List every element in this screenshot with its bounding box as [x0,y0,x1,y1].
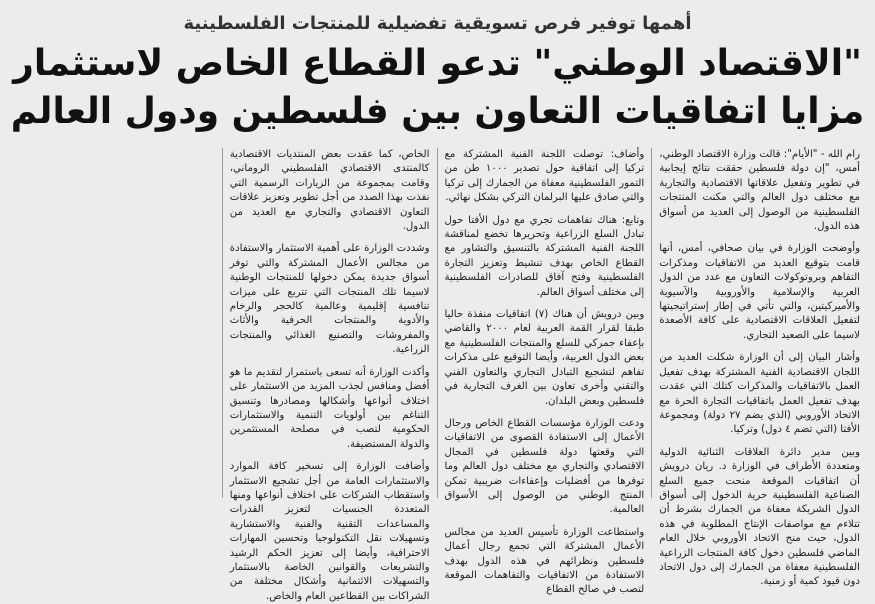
paragraph: وتابع: هناك تفاهمات تجري مع دول الأفتا حول تبادل السلع الزراعية وتحريرها تخضع لمناقشة اللجنة الفنية المشتركة بالتنسيق والتشاور مع القطاع الخاص بهدف تنشيط وتعزيز التجارة الفلسطينية وفتح آفاق للصادرات الفلسطينية إلى مختلف أسواق العالم. [444,214,645,298]
article-column-3 [223,148,438,602]
paragraph: وأكدت الوزارة أنه تسعى باستمرار لتقديم ما هو أفضل ومنافس لجذب المزيد من الاستثمار على اختلاف أنواعها وأشكالها ومصادرها وتنسيق التناغم بين أولويات التنمية والاستثمارات الحكومية لتصب في مصلحة المستثمرين والدولة المستضيفة. [229,366,430,450]
article-headline-line-2: مزايا اتفاقيات التعاون بين فلسطين ودول العالم [10,91,865,132]
article-column-4 [8,148,223,498]
paragraph: وبين مدير دائرة العلاقات الثنائية الدولية ومتعددة الأطراف في الوزارة د. ريان درويش أن اتفاقيات الموقعة منحت جميع السلع الصناعية الفلسطينية حرية الدخول إلى أسواق الدول الشريكة معفاة من الجمارك بشرط أن تتلاءم مع مواصفات الإنتاج المطلوبة في هذه الدول، حيث منح الاتحاد الأوروبي خلال العام الماضي فلسطين دخول كافة المنتجات الزراعية الفلسطينية معفاة من الجمارك إلى دول الاتحاد دون قيود كمية أو زمنية. [659,446,860,588]
article-column-1 [652,148,867,588]
paragraph: رام الله - "الأيام": قالت وزارة الاقتصاد الوطني، أمس، "إن دولة فلسطين حققت نتائج إيجابية في تطوير وتفعيل علاقاتها الاقتصادية والتجارية مع مختلف دول العالم والتي مكنت المنتجات الفلسطينية من الوصول إلى العديد من أسواق هذه الدول. [659,149,860,233]
article-column-2 [438,148,653,596]
article-headline-line-1: "الاقتصاد الوطني" تدعو القطاع الخاص لاستثمار [13,43,862,84]
paragraph: وبين درويش أن هناك (٧) اتفاقيات منفذة حاليا طبقا لقرار القمة العربية لعام ٢٠٠٠ والقاضي بإعفاء جمركي للسلع والمنتجات الفلسطينية مع بعض الدول العربية، وأيضا التوقيع على مذكرات تفاهم لتشجيع التبادل التجاري والتعاون الفني والتقني وأخرى تعاون بين الغرف التجارية في فلسطين وبعض البلدان. [444,309,645,407]
paragraph: وأشار البيان إلى أن الوزارة شكلت العديد من اللجان الاقتصادية الفنية المشتركة بهدف تفعيل العمل بالاتفاقيات والمذكرات كتلك التي عقدت بهدف تفعيل العمل باتفاقيات التجارة الحرة مع الاتحاد الأوروبي (الذي يضم ٢٧ دولة) ومجموعة الأفتا (التي تضم ٤ دول) وتركيا. [659,352,860,436]
paragraph: وشددت الوزارة على أهمية الاستثمار والاستفادة من مجالس الأعمال المشتركة والتي توفر أسواق جديدة يمكن دخولها للمنتجات الوطنية لاسيما تلك المنتجات التي تتربع على ميزات تنافسية إقليمية وعالمية كالحجر والرخام والأدوية والمنتجات الحرفية والأثاث والمفروشات والتصنيع الغذائي والمنتجات الزراعية. [229,243,430,356]
paragraph: وأضافت الوزارة إلى تسخير كافة الموارد والاستثمارات العامة من أجل تشجيع الاستثمار واستقطاب الشركات على اختلاف أنواعها ومنها المتعددة الجنسيات لتعزيز القدرات والمساعدات التقنية والفنية والاستشارية وتسهيلات نقل التكنولوجيا وتحسين المهارات الاحترافية، وأيضا إلى تعزيز الحكم الرشيد والتشريعات والقوانين الخاصة بالاستثمار والتسهيلات الائتمانية وأشكال مختلفة من الشراكات بين القطاعين العام والخاص. [229,461,430,602]
paragraph: الخاص، كما عقدت بعض المنتديات الاقتصادية كالمنتدى الاقتصادي الفلسطيني الروماني، وقامت بمجموعة من الزيارات الرسمية التي نفذت بهذا الصدد من أجل تطوير وتعزيز علاقات التعاون الاقتصادي والتجاري مع العديد من الدول. [229,149,430,233]
article-columns [8,148,867,602]
article-kicker: أهمها توفير فرص تسويقية تفضيلية للمنتجات الفلسطينية [183,13,692,34]
paragraph: ودعت الوزارة مؤسسات القطاع الخاص ورجال الأعمال إلى الاستفادة القصوى من الاتفاقيات التي وقعتها دولة فلسطين في المجال الاقتصادي والتجاري مع مختلف دول العالم وما توفرها من أفضليات وإعفاءات ضريبية تمكن المنتج الوطني من الوصول إلى الأسواق العالمية. [444,417,645,516]
paragraph: وأوضحت الوزارة في بيان صحافي، أمس، أنها قامت بتوقيع العديد من الاتفاقيات ومذكرات التفاهم وبروتوكولات التعاون مع عدد من الدول العربية والإسلامية والأوروبية والآسيوية والأميركيتين، والتي تأتي في إطار إستراتيجيتها لتفعيل العلاقات الاقتصادية على كافة الأصعدة لاسيما على الصعيد التجاري. [659,243,860,341]
paragraph: وأضاف: توصلت اللجنة الفنية المشتركة مع تركيا إلى اتفاقية حول تصدير ١٠٠٠ طن من التمور الفلسطينية معفاة من الجمارك إلى تركيا والتي صادق عليها البرلمان التركي بشكل نهائي. [444,149,645,204]
paragraph: واستطاعت الوزارة تأسيس العديد من مجالس الأعمال المشتركة التي تجمع رجال أعمال فلسطين ونظرائهم في هذه الدول بهدف الاستفادة من الاتفاقيات والتفاهمات الموقعة لتصب في صالح القطاع [444,526,645,596]
